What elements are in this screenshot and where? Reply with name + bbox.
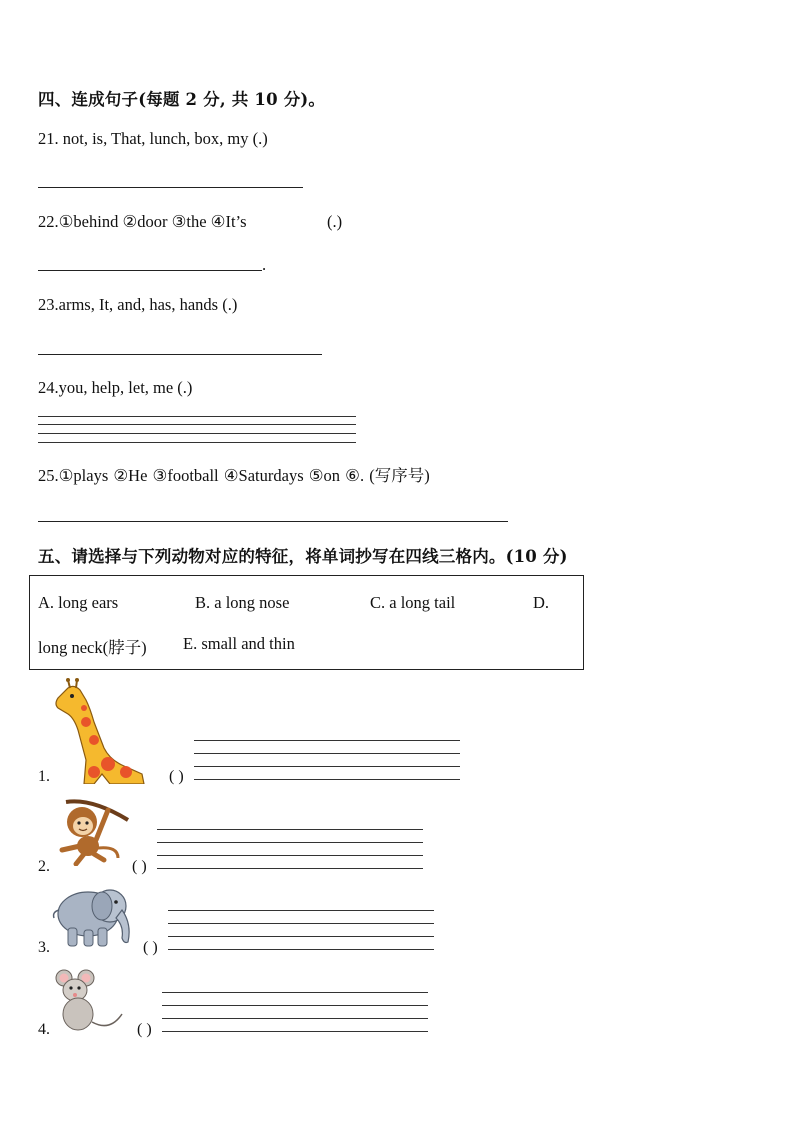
mouse-icon	[52, 968, 128, 1034]
elephant-icon	[50, 880, 136, 950]
question-23: 23.arms, It, and, has, hands (.)	[38, 295, 238, 314]
question-21: 21. not, is, That, lunch, box, my (.)	[38, 129, 268, 148]
item-3-number: 3.	[38, 939, 50, 956]
question-22: 22.①behind ②door ③the ④It’s	[38, 212, 247, 231]
item-3-answer-paren[interactable]: ( )	[143, 939, 158, 956]
answer-line-22-period: .	[262, 255, 267, 274]
giraffe-icon	[50, 678, 150, 784]
item-2-answer-paren[interactable]: ( )	[132, 858, 147, 875]
item-1-answer-paren[interactable]: ( )	[169, 768, 184, 785]
four-line-grid-item-2[interactable]	[157, 829, 423, 869]
monkey-icon	[52, 796, 130, 866]
section-5-title: 五、请选择与下列动物对应的特征，将单词抄写在四线三格内。(10 分)	[38, 547, 568, 566]
option-d-continued: long neck(脖子)	[38, 638, 147, 657]
answer-line-25[interactable]	[38, 521, 508, 522]
option-d: D.	[533, 593, 550, 612]
question-24: 24.you, help, let, me (.)	[38, 378, 193, 397]
options-box	[29, 575, 584, 670]
four-line-grid-24[interactable]	[38, 416, 356, 443]
item-1-number: 1.	[38, 768, 50, 785]
four-line-grid-item-1[interactable]	[194, 740, 460, 780]
item-2-number: 2.	[38, 858, 50, 875]
answer-line-22[interactable]	[38, 270, 262, 271]
section-4-title: 四、连成句子(每题 2 分, 共 10 分)。	[38, 90, 326, 109]
question-25: 25.①plays ②He ③football ④Saturdays ⑤on ⑥. (写序号)	[38, 466, 430, 485]
four-line-grid-item-3[interactable]	[168, 910, 434, 950]
answer-line-23[interactable]	[38, 354, 322, 355]
four-line-grid-item-4[interactable]	[162, 992, 428, 1032]
option-a: A. long ears	[38, 593, 119, 612]
answer-line-21[interactable]	[38, 187, 303, 188]
question-22-punct: (.)	[327, 212, 343, 231]
item-4-answer-paren[interactable]: ( )	[137, 1021, 152, 1038]
item-4-number: 4.	[38, 1021, 50, 1038]
option-b: B. a long nose	[195, 593, 290, 612]
option-c: C. a long tail	[370, 593, 456, 612]
option-e: E. small and thin	[183, 634, 295, 653]
